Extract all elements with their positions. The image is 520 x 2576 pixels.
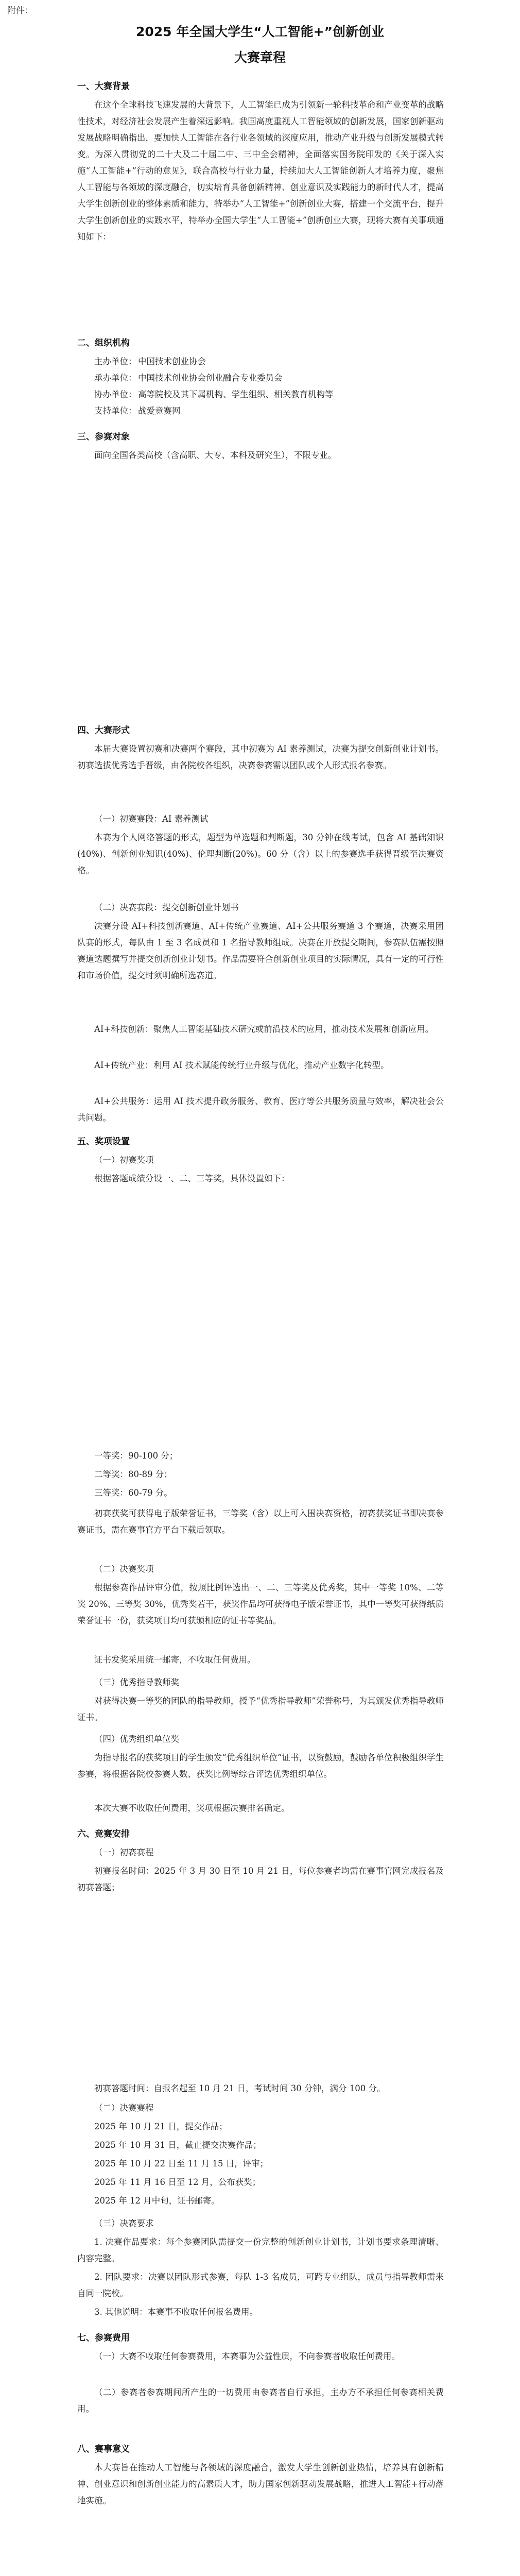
doc-title-line1: 2025 年全国大学生“人工智能+”创新创业 (135, 24, 385, 39)
section-heading-awards: 五、奖项设置 (77, 1137, 130, 1147)
award-first: 一等奖：90-100 分； (94, 1451, 178, 1461)
schedule-item-2: 2025 年 10 月 31 日，截止提交决赛作品； (94, 2140, 262, 2150)
awards-sub-org: （四）优秀组织单位奖 (94, 1734, 179, 1744)
awards-paragraph-4: 证书发奖采用统一邮寄，不收取任何费用。 (94, 1655, 256, 1665)
awards-sub-preliminary: （一）初赛奖项 (94, 1155, 154, 1165)
section-heading-format: 四、大赛形式 (77, 725, 130, 736)
section-heading-participants: 三、参赛对象 (77, 432, 130, 442)
awards-paragraph-7: 本次大赛不收取任何费用，奖项根据决赛排名确定。 (94, 1803, 290, 1813)
format-track-tech: AI+科技创新：聚焦人工智能基础技术研究或前沿技术的应用，推动技术发展和创新应用。 (94, 1024, 434, 1034)
org-coorganizer-value: 高等院校及其下属机构、学生组织、相关教育机构等 (138, 389, 334, 399)
org-host-value: 中国技术创业协会 (138, 357, 206, 366)
awards-paragraph-3: 根据参赛作品评审分值，按照比例评选出一、二、三等奖及优秀奖，其中一等奖 10%、二等奖 20%、三等奖 30%，优秀奖若干，获奖作品均可获得电子版荣誉证书，其中一等奖可获得纸质荣誉证书一份，获奖项目均可获颁相应的证书等奖品。 (77, 1583, 444, 1625)
org-organizer-label: 承办单位： (94, 373, 137, 383)
format-track-industry: AI+传统产业：利用 AI 技术赋能传统行业升级与优化，推动产业数字化转型。 (94, 1060, 389, 1070)
awards-paragraph-6: 为指导报名的获奖项目的学生颁发“优秀组织单位”证书，以资鼓励，鼓励各单位积极组织学生参赛，将根据各院校参赛人数、获奖比例等综合评选优秀组织单位。 (77, 1753, 444, 1779)
awards-paragraph-1: 根据答题成绩分设一、二、三等奖，具体设置如下： (94, 1174, 290, 1183)
participants-paragraph: 面向全国各类高校（含高职、大专、本科及研究生），不限专业。 (94, 450, 337, 460)
award-third: 三等奖：60-79 分。 (94, 1488, 172, 1498)
org-coorganizer-label: 协办单位： (94, 389, 137, 399)
schedule-req-3: 3. 其他说明：本赛事不收取任何报名费用。 (94, 2307, 258, 2317)
doc-title-line2: 大赛章程 (234, 50, 286, 65)
format-track-public: AI+公共服务：运用 AI 技术提升政务服务、教育、医疗等公共服务质量与效率，解决社会公共问题。 (77, 1096, 444, 1123)
schedule-req-1: 1. 决赛作品要求：每个参赛团队需提交一份完整的创新创业计划书，计划书要求条理清晰、内容完整。 (77, 2237, 444, 2263)
schedule-req-2: 2. 团队要求：决赛以团队形式参赛，每队 1-3 名成员，可跨专业组队，成员与指导教师需来自同一院校。 (77, 2272, 444, 2298)
org-support-value: 战爱竞赛网 (138, 406, 181, 416)
section-heading-background: 一、大赛背景 (77, 81, 130, 92)
section-heading-significance: 八、赛事意义 (77, 2444, 130, 2454)
format-sub-final: （二）决赛赛段：提交创新创业计划书 (94, 903, 239, 912)
schedule-item-5: 2025 年 12 月中旬，证书邮寄。 (94, 2196, 220, 2206)
schedule-sub-requirements: （三）决赛要求 (94, 2218, 154, 2228)
format-paragraph-3: 决赛分设 AI+科技创新赛道、AI+传统产业赛道、AI+公共服务赛道 3 个赛道，决赛采用团队赛的形式，每队由 1 至 3 名成员和 1 名指导教师组成。决赛在开放提交期间，参赛队伍需按照赛道选题撰写并提交创新创业计划书。作品需要符合创新创业项目的实际情况，具有一定的可行性和市场价值，提交时须明确所选赛道。 (77, 921, 444, 980)
attachment-label: 附件： (7, 6, 33, 16)
schedule-paragraph-1: 初赛报名时间：2025 年 3 月 30 日至 10 月 21 日，每位参赛者均需在赛事官网完成报名及初赛答题； (77, 1866, 444, 1892)
format-sub-preliminary: （一）初赛赛段：AI 素养测试 (94, 814, 209, 824)
background-paragraph: 在这个全球科技飞速发展的大背景下，人工智能已成为引领新一轮科技革命和产业变革的战略性技术，对经济社会发展产生着深远影响。我国高度重视人工智能领域的创新发展，国家创新驱动发展战略明确指出，要加快人工智能在各行业各领域的深度应用，推动产业升级与创新发展模式转变。为深入贯彻党的二十大及二十届二中、三中全会精神，全面落实国务院印发的《关于深入实施“人工智能+”行动的意见》，联合高校与行业力量，持续加大人工智能创新人才培养力度，聚焦人工智能与各领域的深度融合，切实培育具备创新精神、创业意识及实践能力的新时代人才，提高大学生创新创业的整体素质和能力，特举办“人工智能+”创新创业大赛，搭建一个交流平台，提升大学生创新创业的实践水平，特举办全国大学生“人工智能+”创新创业大赛，现将大赛有关事项通知如下： (77, 100, 444, 242)
awards-sub-teacher: （三）优秀指导教师奖 (94, 1677, 179, 1687)
fees-paragraph-2: （二）参赛者参赛期间所产生的一切费用由参赛者自行承担，主办方不承担任何参赛相关费用。 (77, 2387, 444, 2414)
format-paragraph-2: 本赛为个人网络答题的形式，题型为单选题和判断题，30 分钟在线考试，包含 AI 基础知识(40%)、创新创业知识(40%)、伦理判断(20%)。60 分（含）以上的参赛选手获得晋级至决赛资格。 (77, 833, 444, 875)
org-host-label: 主办单位： (94, 357, 137, 366)
schedule-item-1: 2025 年 10 月 21 日，提交作品； (94, 2122, 228, 2131)
schedule-sub-preliminary: （一）初赛赛程 (94, 1848, 154, 1857)
schedule-item-3: 2025 年 10 月 22 日至 11 月 15 日，评审； (94, 2159, 269, 2168)
org-support-label: 支持单位： (94, 406, 137, 416)
awards-paragraph-5: 对获得决赛一等奖的团队的指导教师，授予“优秀指导教师”荣誉称号，为其颁发优秀指导教师证书。 (77, 1696, 444, 1722)
section-heading-fees: 七、参赛费用 (77, 2333, 130, 2343)
schedule-item-4: 2025 年 11 月 16 日至 12 月，公布获奖； (94, 2177, 261, 2187)
section-heading-schedule: 六、竞赛安排 (77, 1829, 130, 1839)
schedule-sub-final: （二）决赛赛程 (94, 2103, 154, 2113)
award-second: 二等奖：80-89 分； (94, 1469, 172, 1479)
significance-paragraph-1: 本大赛旨在推动人工智能与各领域的深度融合，激发大学生创新创业热情，培养具有创新精神、创业意识和创新创业能力的高素质人才，助力国家创新驱动发展战略，推进人工智能+行动落地实施。 (77, 2463, 444, 2505)
format-paragraph-1: 本届大赛设置初赛和决赛两个赛段，其中初赛为 AI 素养测试，决赛为提交创新创业计划书。初赛选拔优秀选手晋级，由各院校各组织，决赛参赛需以团队或个人形式报名参赛。 (77, 744, 444, 770)
awards-paragraph-2: 初赛获奖可获得电子版荣誉证书，三等奖（含）以上可入围决赛资格，初赛获奖证书即决赛参赛证书，需在赛事官方平台下载后领取。 (77, 1509, 444, 1535)
awards-sub-final: （二）决赛奖项 (94, 1564, 154, 1574)
schedule-paragraph-2: 初赛答题时间：自报名起至 10 月 21 日，考试时间 30 分钟，满分 100 分。 (94, 2083, 386, 2093)
org-organizer-value: 中国技术创业协会创业融合专业委员会 (138, 373, 283, 383)
section-heading-organization: 二、组织机构 (77, 338, 130, 348)
fees-paragraph-1: （一）大赛不收取任何参赛费用，本赛事为公益性质，不向参赛者收取任何费用。 (94, 2351, 400, 2361)
